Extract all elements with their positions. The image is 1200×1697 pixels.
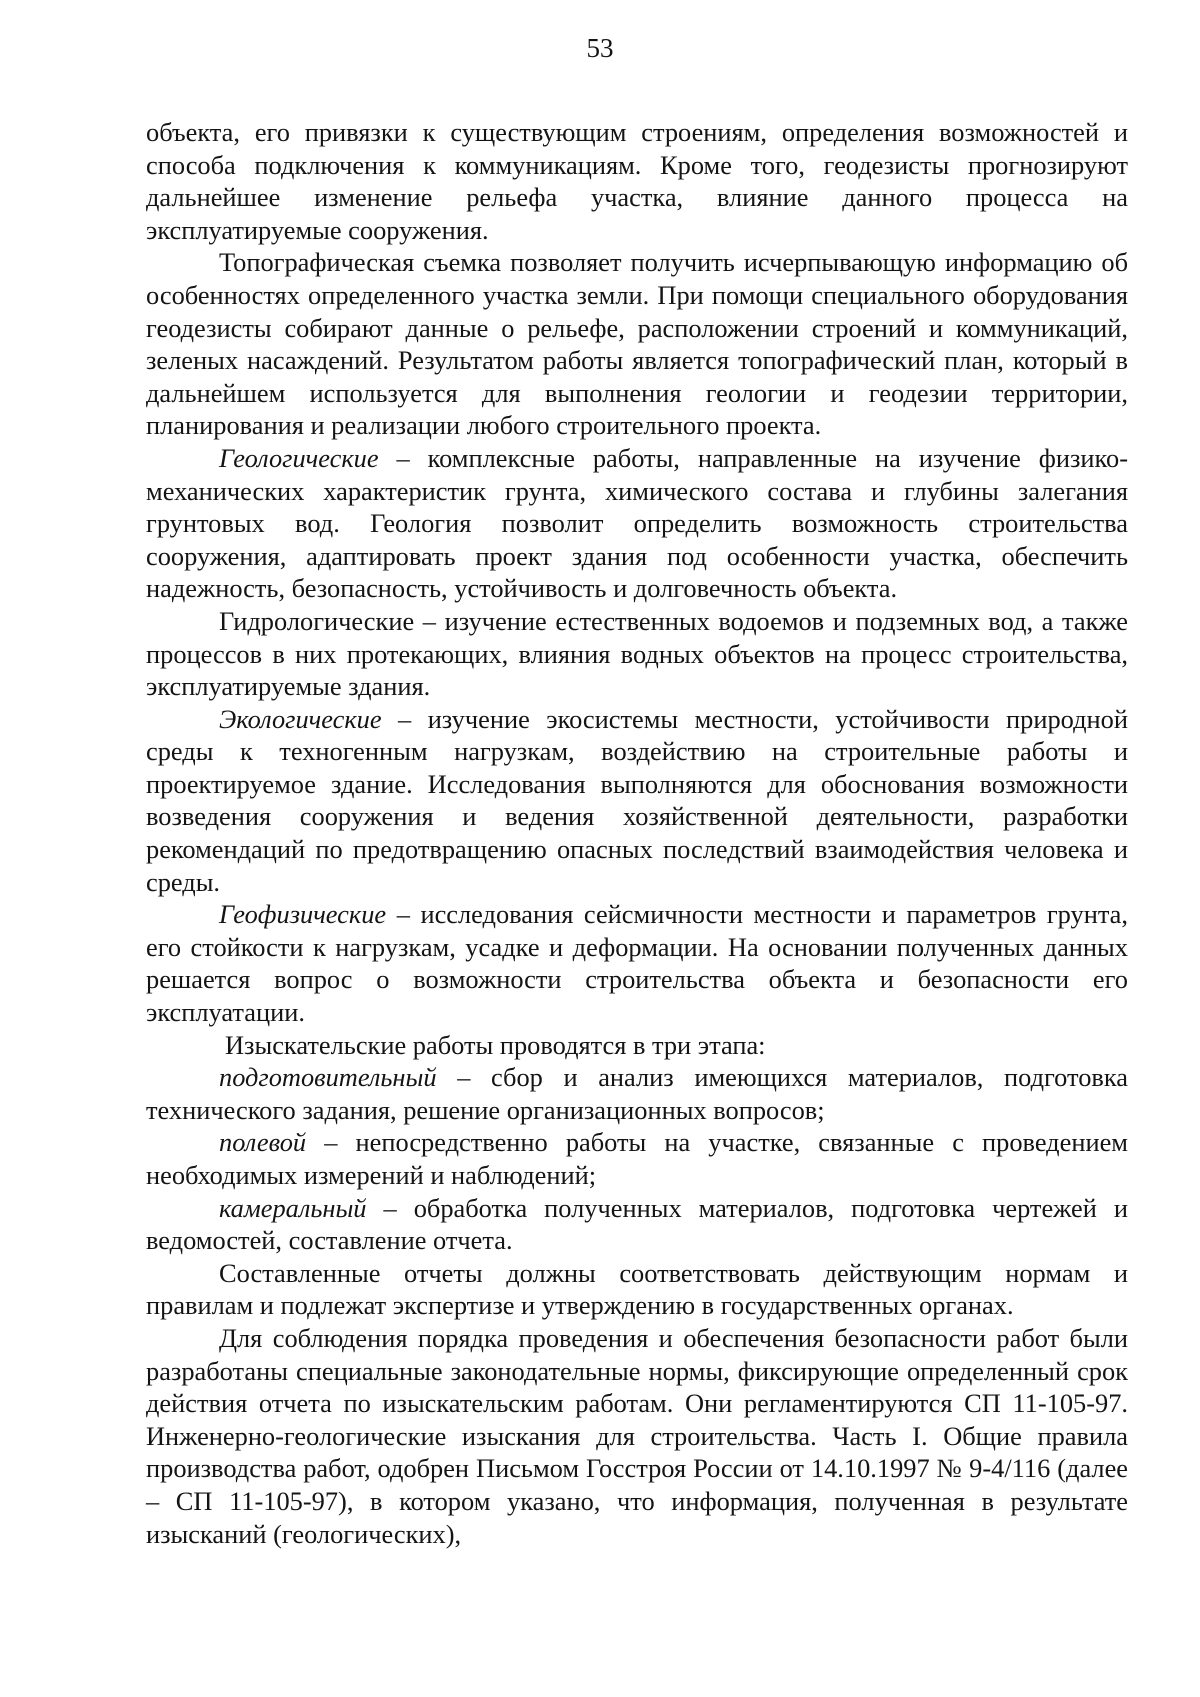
paragraph-text: – исследования сейсмичности местности и параметров грунта, его стойкости к нагрузкам, усадке и деформации. На основании полученных данных решается вопрос о возможности строительства объекта и безопасности его эксплуатации. [146,899,1128,1028]
paragraph-text: Составленные отчеты должны соответствовать действующим нормам и правилам и подлежат экспертизе и утверждению в государственных органах. [146,1257,1128,1321]
paragraph-stage-field [146,1126,1128,1191]
paragraph-reports [146,1257,1128,1322]
paragraph-geophysical [146,898,1128,1028]
paragraph-text: объекта, его привязки к существующим строениям, определения возможностей и способа подключения к коммуникациям. Кроме того, геодезисты прогнозируют дальнейшее изменение рельефа участка, влияние данного процесса на эксплуатируемые сооружения. [146,117,1128,245]
paragraph-hydrological [146,605,1128,703]
paragraph-text: Для соблюдения порядка проведения и обеспечения безопасности работ были разработаны специальные законодательные нормы, фиксирующие определенный срок действия отчета по изыскательским работам. Они регламентируются СП 11-105-97. Инженерно-геологические изыскания для строительства. Часть I. Общие правила производства работ, одобрен Письмом Госстроя России от 14.10.1997 № 9-4/116 (далее – СП 11-105-97), в котором указано, что информация, полученная в результате изысканий (геологических), [146,1322,1128,1549]
paragraph-ecological [146,703,1128,899]
paragraph-text: Топографическая съемка позволяет получить исчерпывающую информацию об особенностях определенного участка земли. При помощи специального оборудования геодезисты собирают данные о рельефе, расположении строений и коммуникаций, зеленых насаждений. Результатом работы является топографический план, который в дальнейшем используется для выполнения геологии и геодезии территории, планирования и реализации любого строительного проекта. [146,247,1128,441]
paragraph-text: – обработка полученных материалов, подготовка чертежей и ведомостей, составление отчета. [146,1192,1128,1256]
paragraph-stage-office [146,1192,1128,1257]
term-geophysical: Геофизические [219,899,387,930]
paragraph-regulations [146,1322,1128,1550]
paragraph-text: Гидрологические – изучение естественных водоемов и подземных вод, а также процессов в них протекающих, влияния водных объектов на процесс строительства, эксплуатируемые здания. [146,605,1128,702]
term-geological: Геологические [219,442,379,473]
term-field: полевой [219,1127,307,1158]
term-preparatory: подготовительный [219,1062,437,1093]
page-number: 53 [586,33,614,63]
paragraph-text: Изыскательские работы проводятся в три этапа: [225,1029,766,1060]
paragraph-text: – непосредственно работы на участке, связанные с проведением необходимых измерений и наблюдений; [146,1127,1128,1190]
paragraph-topographic-survey [146,246,1128,442]
body-text [146,116,1128,1550]
paragraph-stages-intro [146,1029,1128,1062]
term-ecological: Экологические [219,703,382,734]
paragraph-text: – изучение экосистемы местности, устойчивости природной среды к техногенным нагрузкам, воздействию на строительные работы и проектируемое здание. Исследования выполняются для обоснования возможности возведения сооружения и ведения хозяйственной деятельности, разработки рекомендаций по предотвращению опасных последствий взаимодействия человека и среды. [146,703,1128,897]
term-office: камеральный [219,1192,367,1223]
paragraph-text: – сбор и анализ имеющихся материалов, подготовка технического задания, решение организационных вопросов; [146,1062,1128,1125]
paragraph-stage-preparatory [146,1061,1128,1126]
paragraph-geological [146,442,1128,605]
paragraph-text: – комплексные работы, направленные на изучение физико-механических характеристик грунта, химического состава и глубины залегания грунтовых вод. Геология позволит определить возможность строительства сооружения, адаптировать проект здания под особенности участка, обеспечить надежность, безопасность, устойчивость и долговечность объекта. [146,442,1128,604]
paragraph-continuation [146,116,1128,246]
